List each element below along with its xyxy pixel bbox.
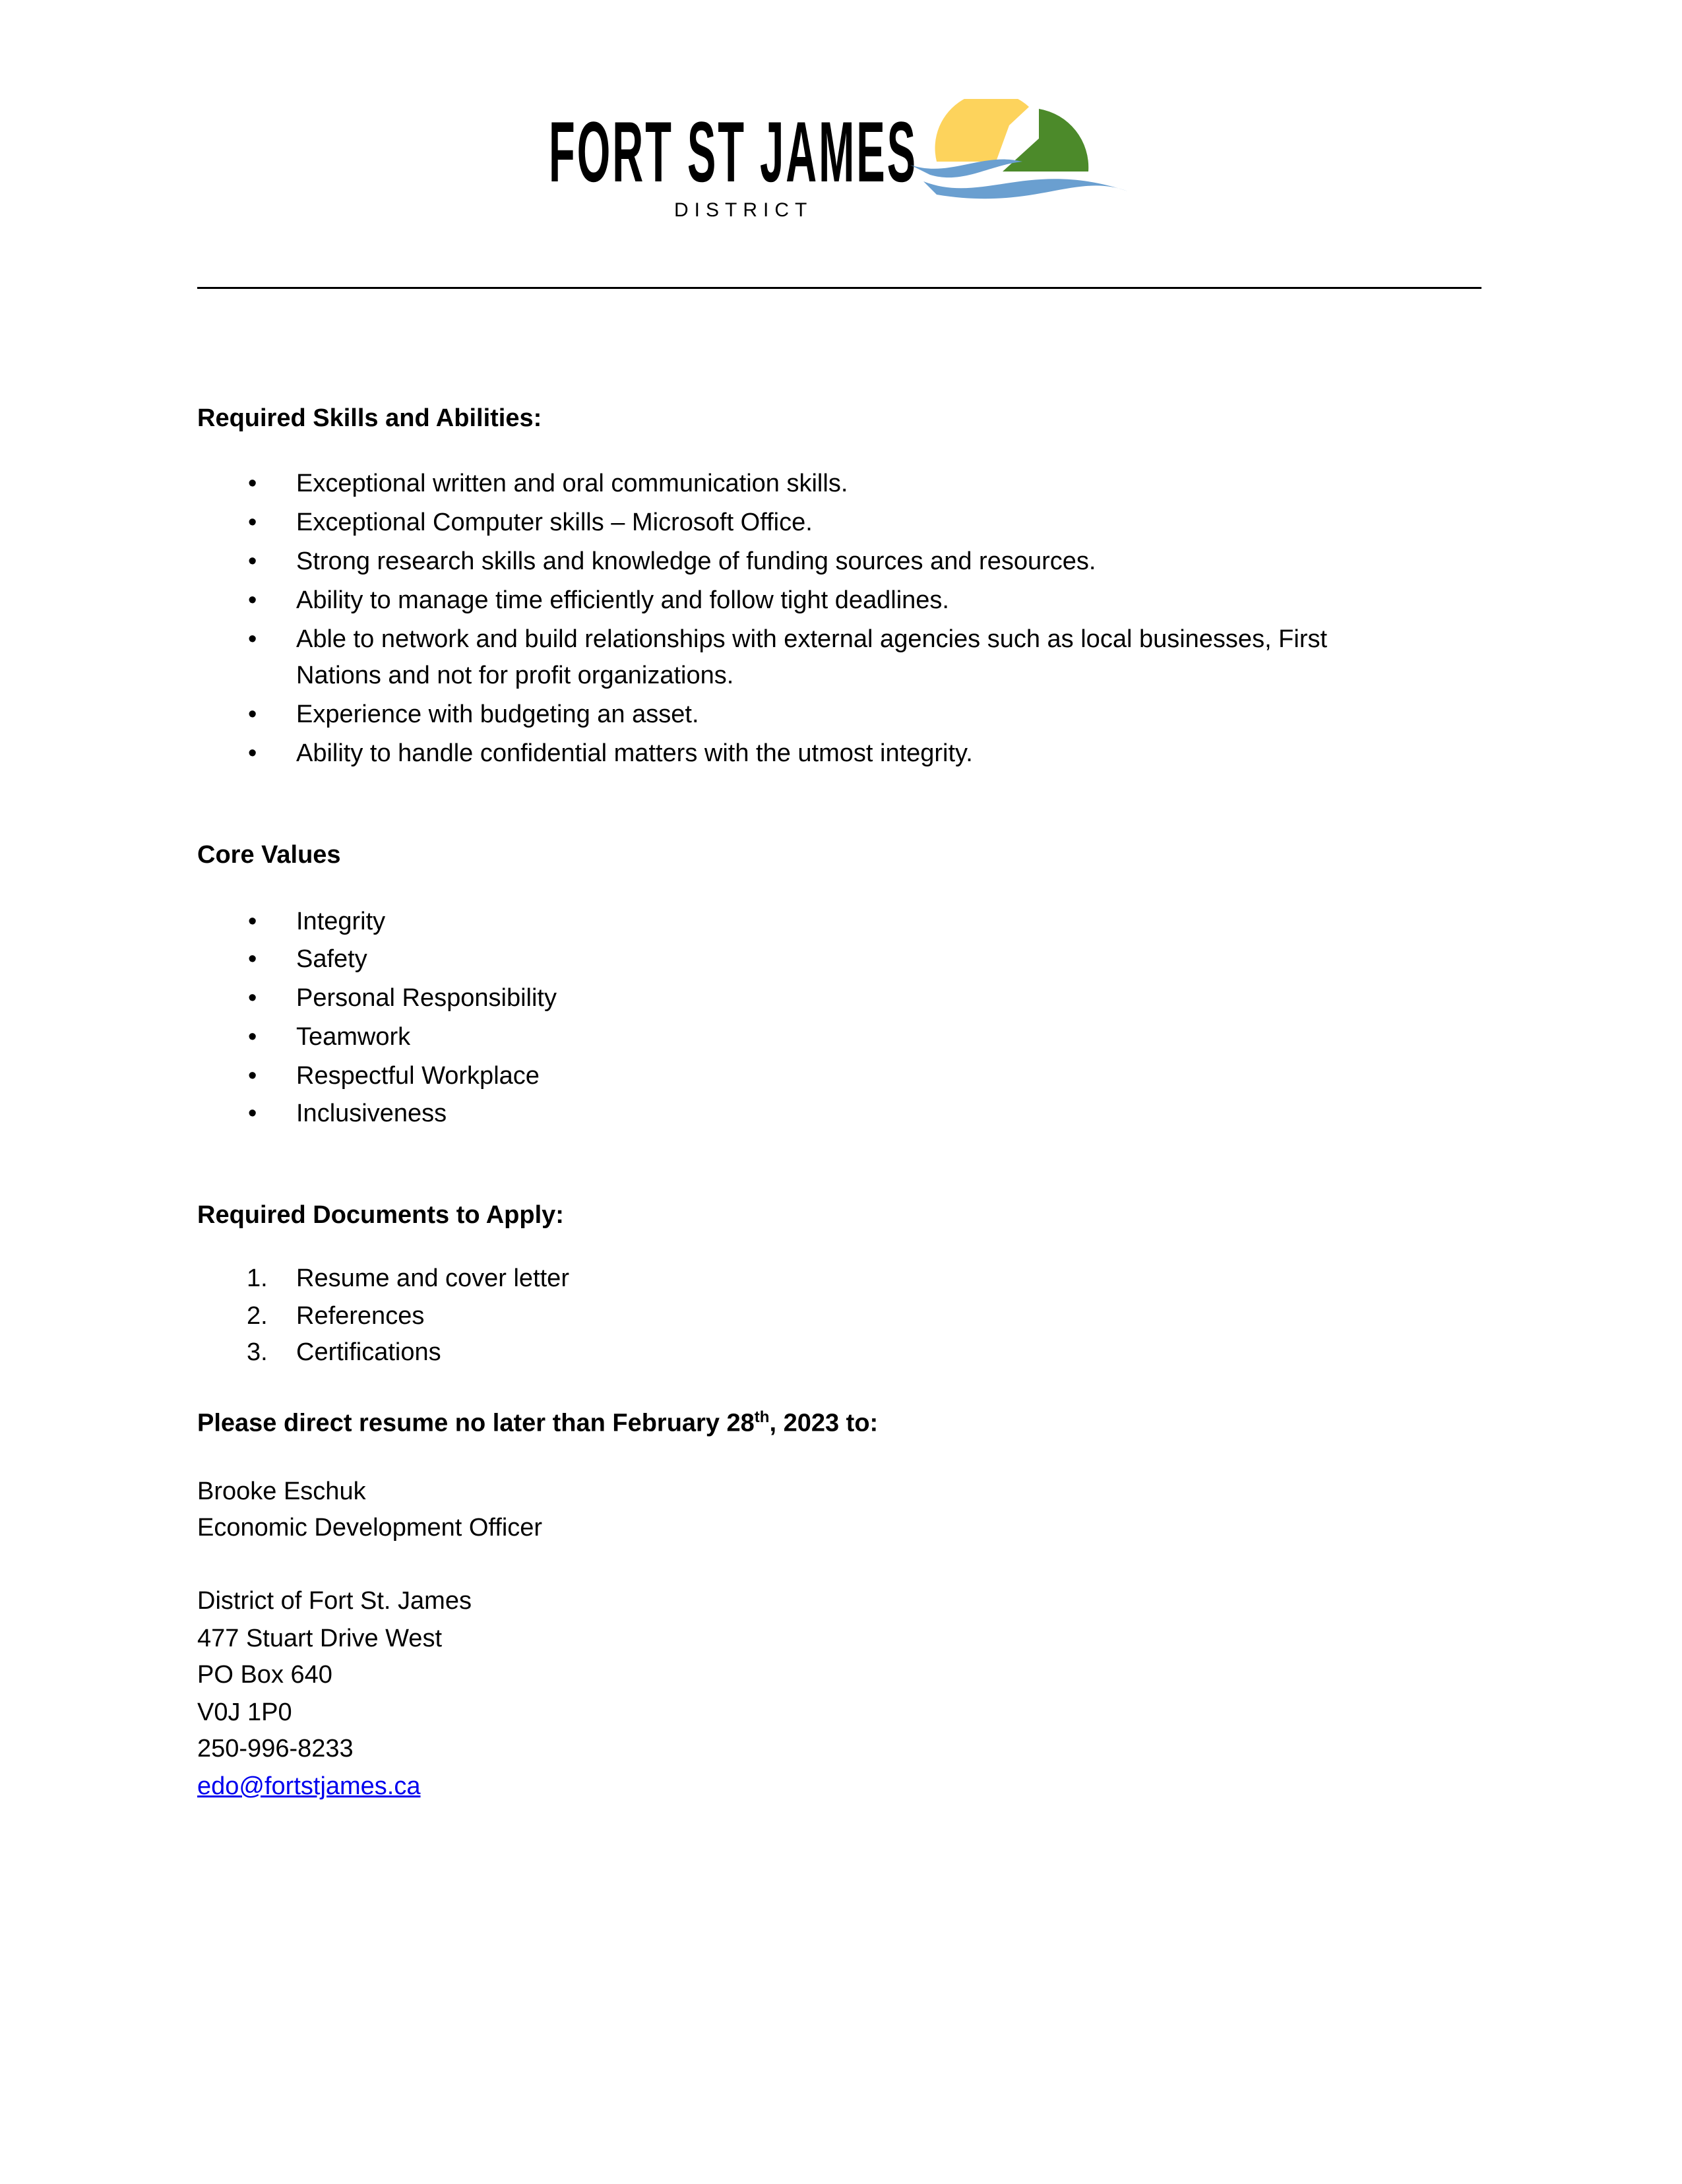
deadline-superscript: th [754,1408,770,1426]
contact-postal: V0J 1P0 [197,1699,292,1726]
contact-org: District of Fort St. James [197,1587,472,1615]
list-number: 2. [247,1302,268,1330]
list-item: Integrity [296,908,386,935]
list-item: References [296,1302,425,1330]
skills-heading: Required Skills and Abilities: [197,404,542,432]
list-item: Personal Responsibility [296,984,557,1012]
bullet-icon: • [248,625,257,653]
list-item-continuation: Nations and not for profit organizations. [296,662,734,689]
contact-pobox: PO Box 640 [197,1661,332,1689]
list-number: 1. [247,1264,268,1292]
bullet-icon: • [248,701,257,728]
list-item: Exceptional written and oral communication skills. [296,470,848,497]
header-divider [197,287,1481,289]
logo-emblem-icon [910,99,1135,204]
bullet-icon: • [248,470,257,497]
documents-heading: Required Documents to Apply: [197,1201,564,1229]
contact-email-link[interactable]: edo@fortstjames.ca [197,1772,421,1800]
list-item: Strong research skills and knowledge of funding sources and resources. [296,547,1096,575]
bullet-icon: • [248,1023,257,1051]
deadline-end: , 2023 to: [769,1409,879,1437]
bullet-icon: • [248,984,257,1012]
list-item: Resume and cover letter [296,1264,569,1292]
bullet-icon: • [248,739,257,767]
bullet-icon: • [248,945,257,973]
list-item: Ability to handle confidential matters with the utmost integrity. [296,739,973,767]
bullet-icon: • [248,1062,257,1090]
list-item: Able to network and build relationships with external agencies such as local businesses, First [296,625,1328,653]
list-item: Certifications [296,1338,441,1366]
contact-street: 477 Stuart Drive West [197,1625,443,1652]
list-item: Ability to manage time efficiently and follow tight deadlines. [296,586,949,614]
list-item: Respectful Workplace [296,1062,540,1090]
bullet-icon: • [248,586,257,614]
deadline-main: Please direct resume no later than February 28 [197,1409,755,1437]
list-item: Inclusiveness [296,1100,447,1127]
values-heading: Core Values [197,841,341,869]
list-item: Safety [296,945,367,973]
list-item: Teamwork [296,1023,411,1051]
contact-title: Economic Development Officer [197,1514,543,1542]
bullet-icon: • [248,547,257,575]
bullet-icon: • [248,908,257,935]
logo-subtitle: DISTRICT [674,199,813,221]
bullet-icon: • [248,1100,257,1127]
list-item: Experience with budgeting an asset. [296,701,699,728]
contact-phone: 250-996-8233 [197,1735,354,1763]
list-item: Exceptional Computer skills – Microsoft Office. [296,509,813,536]
contact-name: Brooke Eschuk [197,1478,366,1505]
deadline-text [197,1401,878,1440]
logo-wordmark: FORT ST JAMES [549,104,918,200]
bullet-icon: • [248,509,257,536]
list-number: 3. [247,1338,268,1366]
